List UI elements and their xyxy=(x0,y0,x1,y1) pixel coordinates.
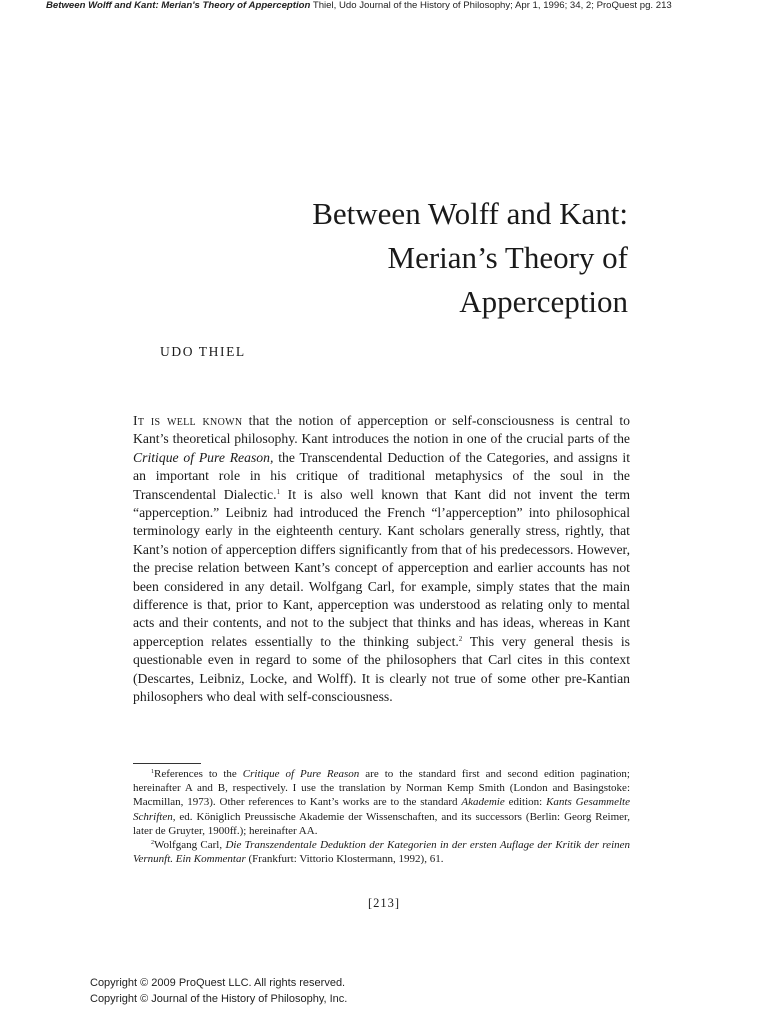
footnote-1-text-a: References to the xyxy=(154,768,243,780)
citation-header xyxy=(46,0,756,12)
footnote-1-text-d: ed. Königlich Preussische Akademie der Wissenschaften, and its successors (Berlin: Georg Reimer, later de Gruyter, 1900ff.); hereinafter AA. xyxy=(133,810,630,837)
footnote-divider xyxy=(133,763,201,764)
title-line-2: Merian’s Theory of xyxy=(387,240,628,275)
header-citation: Thiel, Udo Journal of the History of Philosophy; Apr 1, 1996; 34, 2; ProQuest pg. 213 xyxy=(312,0,672,11)
body-paragraph xyxy=(133,412,630,707)
footnote-2 xyxy=(133,838,630,866)
footnote-1 xyxy=(133,767,630,838)
lead-in-small-caps: It is well known xyxy=(133,413,243,428)
footnote-2-text-b: (Frankfurt: Vittorio Klostermann, 1992), 61. xyxy=(245,853,444,866)
title-line-1: Between Wolff and Kant: xyxy=(312,196,628,231)
page-number: [213] xyxy=(367,896,401,910)
body-text-4: This very general thesis is questionable even in regard to some of the philosophers that Carl cites in this context (Descartes, Leibniz, Locke, and Wolff). It is clearly not true of some other pre-Kantian philosophers who deal with self-consciousness. xyxy=(133,633,630,705)
copyright-notice xyxy=(90,976,347,1007)
footnote-1-text-c: edition: xyxy=(504,796,547,809)
body-text-3: It is also well known that Kant did not invent the term “apperception.” Leibniz had introduced the French “l’apperception” into philosophical terminology early in the eighteenth century. Kant scholars generally stress, rightly, that Kant’s notion of apperception differs significantly from that of his predecessors. However, the precise relation between Kant’s concept of apperception and earlier accounts has not been considered in any detail. Wolfgang Carl, for example, simply states that the main difference is that, prior to Kant, apperception was understood as relating only to mental acts and their contents, and not to the subject that thinks and has ideas, whereas in Kant apperception relates essentially to the thinking subject. xyxy=(133,486,630,649)
footnote-1-italic-a: Critique of Pure Reason xyxy=(242,768,360,780)
footnote-ref-1[interactable]: 1 xyxy=(276,487,281,496)
footnotes xyxy=(133,767,630,866)
footnote-2-italic-a: Die Transzendentale Deduktion der Kategorien in der ersten Auflage der Kritik der reinen Vernunft. Ein Kommentar xyxy=(133,839,631,866)
footnote-marker-2: 2 xyxy=(151,840,154,847)
footnote-1-italic-b: Akademie xyxy=(461,796,505,809)
header-article-title: Between Wolff and Kant: Merian's Theory of Apperception xyxy=(46,0,311,11)
body-text-1: that the notion of apperception or self-consciousness is central to Kant’s theoretical philosophy. Kant introduces the notion in one of the crucial parts of the xyxy=(133,413,630,447)
copyright-line-2: Copyright © Journal of the History of Philosophy, Inc. xyxy=(90,992,348,1005)
footnote-1-italic-c: Kants Gesammelte Schriften, xyxy=(133,796,631,823)
title-line-3: Apperception xyxy=(459,284,628,319)
footnote-2-text-a: Wolfgang Carl, xyxy=(154,839,226,852)
footnote-ref-2[interactable]: 2 xyxy=(458,634,463,643)
author-name: UDO THIEL xyxy=(160,344,246,359)
cpr-title: Critique of Pure Reason, xyxy=(133,449,274,465)
footnote-1-text-b: are to the standard first and second edition pagination; hereinafter A and B, respectively. I use the translation by Norman Kemp Smith (London and Basingstoke: Macmillan, 1973). Other references to Kant’s works are to the standard xyxy=(133,768,630,809)
footnote-marker-1: 1 xyxy=(151,769,154,775)
copyright-line-1: Copyright © 2009 ProQuest LLC. All rights reserved. xyxy=(90,977,346,989)
body-text-2: the Transcendental Deduction of the Categories, and assigns it an important role in his critique of traditional metaphysics of the soul in the Transcendental Dialectic. xyxy=(133,449,630,502)
article-title xyxy=(208,192,628,324)
